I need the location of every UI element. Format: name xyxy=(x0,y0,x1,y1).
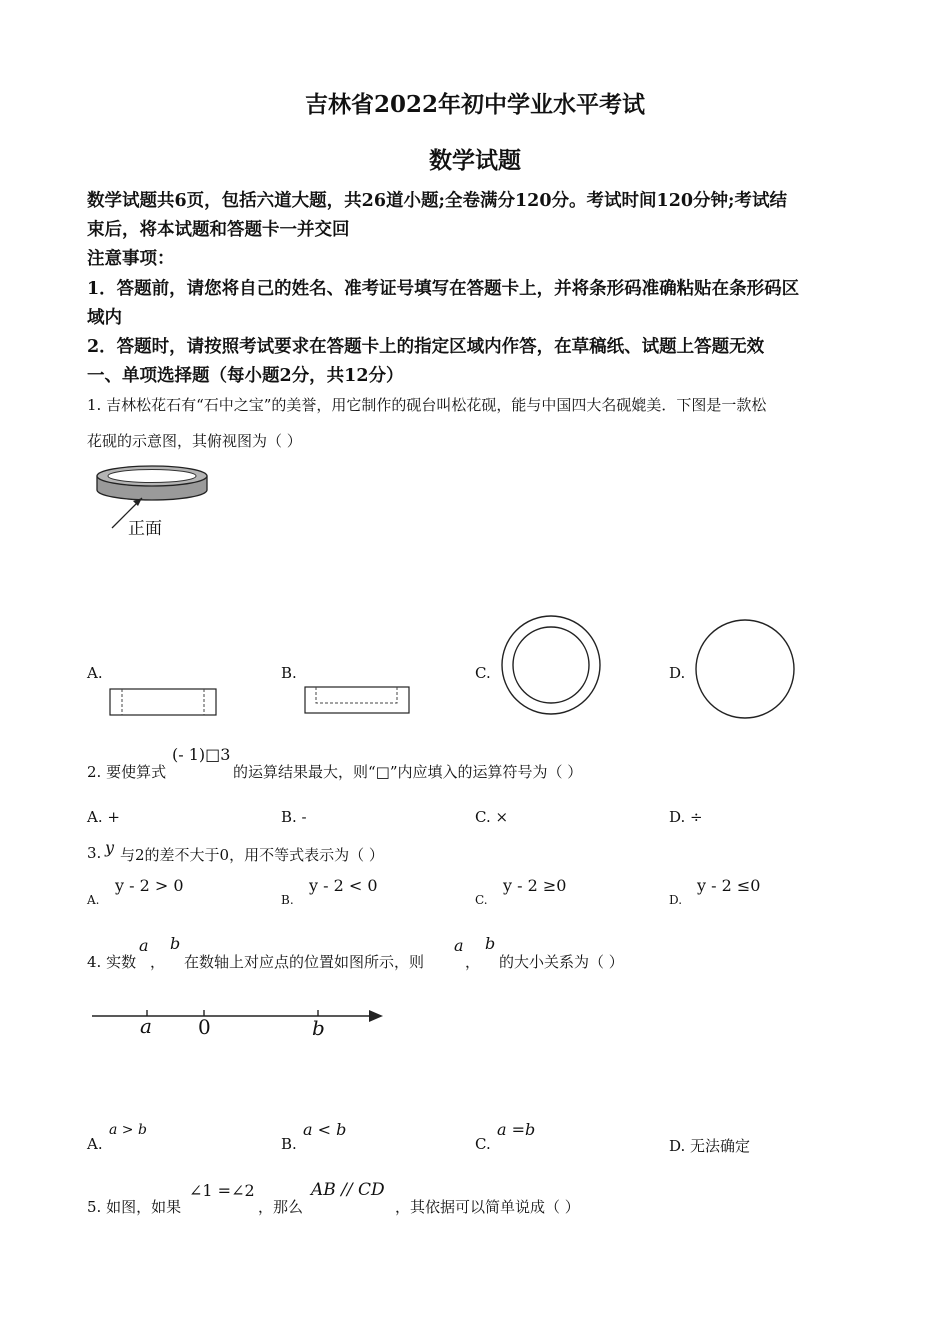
page-subtitle: 数学试题 xyxy=(429,147,521,174)
q2-option-b[interactable]: B. - xyxy=(281,808,307,826)
q2-option-a[interactable]: A. + xyxy=(87,808,120,826)
q3-variable: y xyxy=(105,838,115,857)
q3-text: 与2的差不大于0，用不等式表示为（ ） xyxy=(120,846,384,864)
q3-option-b-label[interactable]: B. xyxy=(281,893,294,907)
q4-option-c-label[interactable]: C. xyxy=(475,1135,491,1153)
q5-suffix: ，其依据可以简单说成（ ） xyxy=(395,1198,580,1216)
q4-prefix: 4. 实数 xyxy=(87,953,137,971)
q1-option-a-label[interactable]: A. xyxy=(87,664,103,682)
q3-option-a-expr[interactable]: y - 2 > 0 xyxy=(115,876,184,895)
q3-option-d-expr[interactable]: y - 2 ≤0 xyxy=(697,876,761,895)
notice-item-2: 2．答题时，请按照考试要求在答题卡上的指定区域内作答，在草稿纸、试题上答题无效 xyxy=(87,337,765,357)
q4-option-a-label[interactable]: A. xyxy=(87,1135,103,1153)
front-view-label: 正面 xyxy=(128,519,162,539)
q2-option-d[interactable]: D. ÷ xyxy=(669,808,703,826)
axis-label-b: b xyxy=(312,1016,325,1040)
q2-suffix: 的运算结果最大，则“□”内应填入的运算符号为（ ） xyxy=(233,763,583,781)
axis-label-zero: 0 xyxy=(198,1015,211,1039)
notice-item-1-line-1: 1．答题前，请您将自己的姓名、准考证号填写在答题卡上，并将条形码准确粘贴在条形码区 xyxy=(87,279,800,299)
q4-option-b-label[interactable]: B. xyxy=(281,1135,297,1153)
q1-option-d-label[interactable]: D. xyxy=(669,664,686,682)
notice-item-1-line-2: 域内 xyxy=(87,308,122,328)
q2-prefix: 2. 要使算式 xyxy=(87,763,167,781)
q4-comma-2: ， xyxy=(465,953,481,971)
q4-option-b-expr[interactable]: a < b xyxy=(303,1120,347,1139)
q5-prefix: 5. 如图，如果 xyxy=(87,1198,182,1216)
q1-option-c-figure xyxy=(500,614,604,718)
page-title: 吉林省2022年初中学业水平考试 xyxy=(304,91,645,118)
q1-line-2: 花砚的示意图，其俯视图为（ ） xyxy=(87,432,302,450)
q4-var-b-2: b xyxy=(485,934,496,953)
section-1-heading: 一、单项选择题（每小题2分，共12分） xyxy=(87,366,404,386)
q4-var-b-1: b xyxy=(170,934,181,953)
q3-option-a-label[interactable]: A. xyxy=(87,893,100,907)
intro-line-2: 束后，将本试题和答题卡一并交回 xyxy=(87,220,350,240)
q1-option-b-figure xyxy=(304,686,412,716)
q4-option-d[interactable]: D. 无法确定 xyxy=(669,1137,751,1155)
q4-middle: 在数轴上对应点的位置如图所示，则 xyxy=(184,953,425,971)
q4-var-a-2: a xyxy=(454,936,464,955)
q1-line-1: 1. 吉林松花石有“石中之宝”的美誉，用它制作的砚台叫松花砚，能与中国四大名砚媲美．下图是一款松 xyxy=(87,396,767,414)
q2-expression: (- 1)□3 xyxy=(172,745,231,764)
q1-option-b-label[interactable]: B. xyxy=(281,664,297,682)
intro-line-1: 数学试题共6页，包括六道大题，共26道小题;全卷满分120分。考试时间120分钟;考试结 xyxy=(87,191,788,211)
q4-option-a-expr[interactable]: a > b xyxy=(109,1122,147,1138)
q5-middle: ，那么 xyxy=(258,1198,304,1216)
q4-option-c-expr[interactable]: a =b xyxy=(497,1120,536,1139)
notice-heading: 注意事项： xyxy=(87,249,175,269)
q3-option-d-label[interactable]: D. xyxy=(669,893,683,907)
q5-parallel-expr: AB // CD xyxy=(311,1180,385,1200)
q1-option-a-figure xyxy=(109,688,219,718)
q3-option-b-expr[interactable]: y - 2 < 0 xyxy=(309,876,378,895)
q3-option-c-expr[interactable]: y - 2 ≥0 xyxy=(503,876,567,895)
q4-comma-1: ， xyxy=(150,953,166,971)
q3-number: 3. xyxy=(87,844,102,862)
q1-option-d-figure xyxy=(695,619,797,721)
q4-suffix: 的大小关系为（ ） xyxy=(499,953,624,971)
q1-option-c-label[interactable]: C. xyxy=(475,664,491,682)
axis-label-a: a xyxy=(140,1014,152,1038)
number-line xyxy=(90,1005,390,1045)
q2-option-c[interactable]: C. × xyxy=(475,808,509,826)
q4-var-a-1: a xyxy=(139,936,149,955)
q5-angle-expr: ∠1 =∠2 xyxy=(189,1181,255,1200)
q3-option-c-label[interactable]: C. xyxy=(475,893,488,907)
